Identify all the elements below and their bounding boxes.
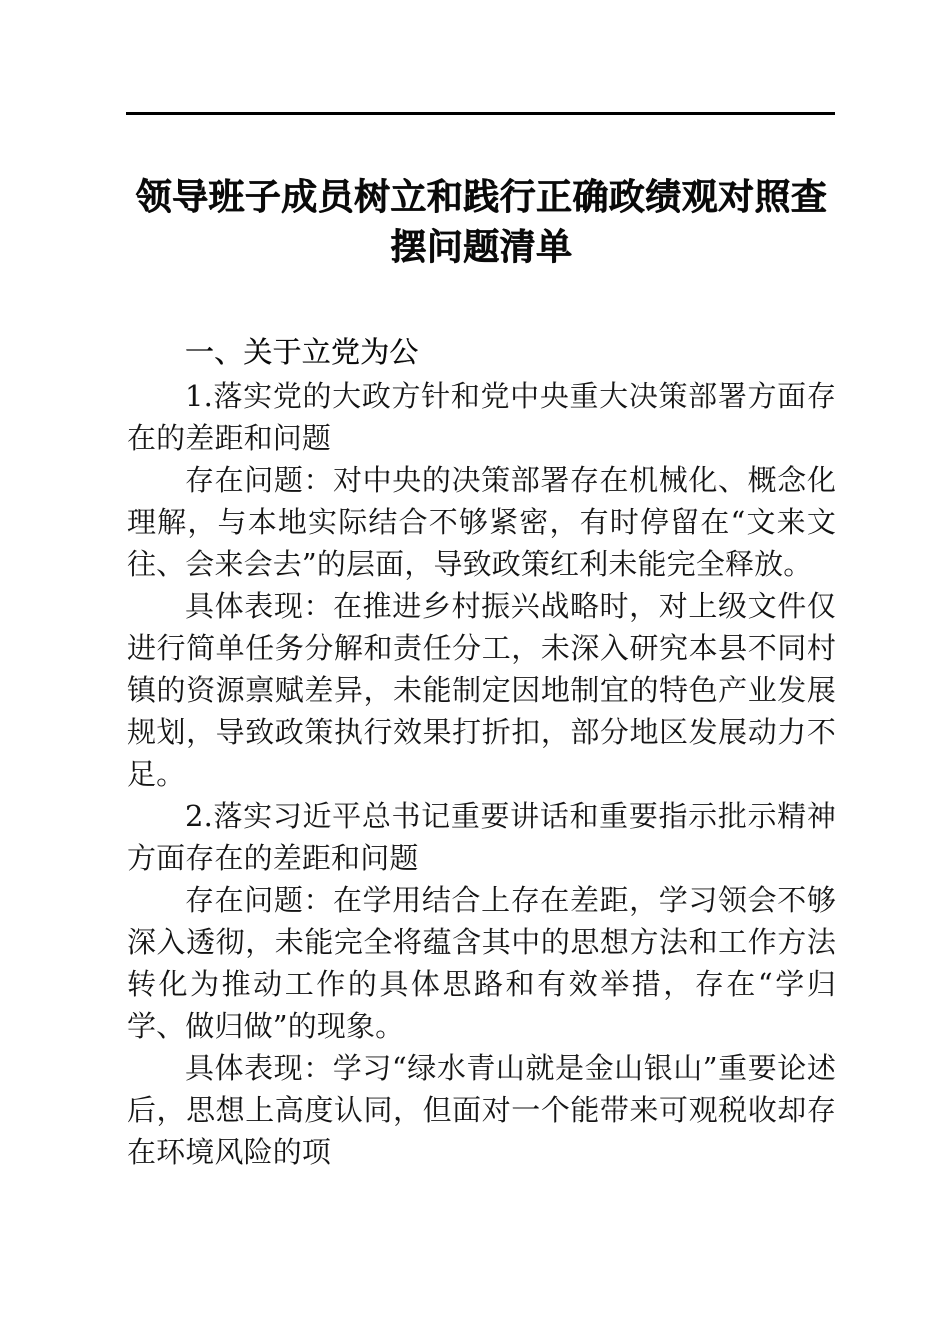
paragraph-4: 2.落实习近平总书记重要讲话和重要指示批示精神方面存在的差距和问题: [127, 799, 836, 875]
section-heading-1: 一、关于立党为公: [185, 335, 419, 369]
page-header: [0, 0, 950, 118]
paragraph-6: 具体表现：学习“绿水青山就是金山银山”重要论述后，思想上高度认同，但面对一个能带来可观税收却存在环境风险的项: [127, 1051, 836, 1169]
document-body: [127, 118, 836, 1173]
paragraph-3: 具体表现：在推进乡村振兴战略时，对上级文件仅进行简单任务分解和责任分工，未深入研究本县不同村镇的资源禀赋差异，未能制定因地制宜的特色产业发展规划，导致政策执行效果打折扣，部分地区发展动力不足。: [127, 589, 836, 791]
header-rule-divider: [126, 112, 835, 115]
paragraph-5: 存在问题：在学用结合上存在差距，学习领会不够深入透彻，未能完全将蕴含其中的思想方法和工作方法转化为推动工作的具体思路和有效举措，存在“学归学、做归做”的现象。: [127, 883, 836, 1043]
page-title: 领导班子成员树立和践行正确政绩观对照查摆问题清单: [135, 177, 828, 268]
paragraph-2: 存在问题：对中央的决策部署存在机械化、概念化理解，与本地实际结合不够紧密，有时停留在“文来文往、会来会去”的层面，导致政策红利未能完全释放。: [127, 463, 836, 581]
paragraph-1: 1.落实党的大政方针和党中央重大决策部署方面存在的差距和问题: [127, 379, 836, 455]
